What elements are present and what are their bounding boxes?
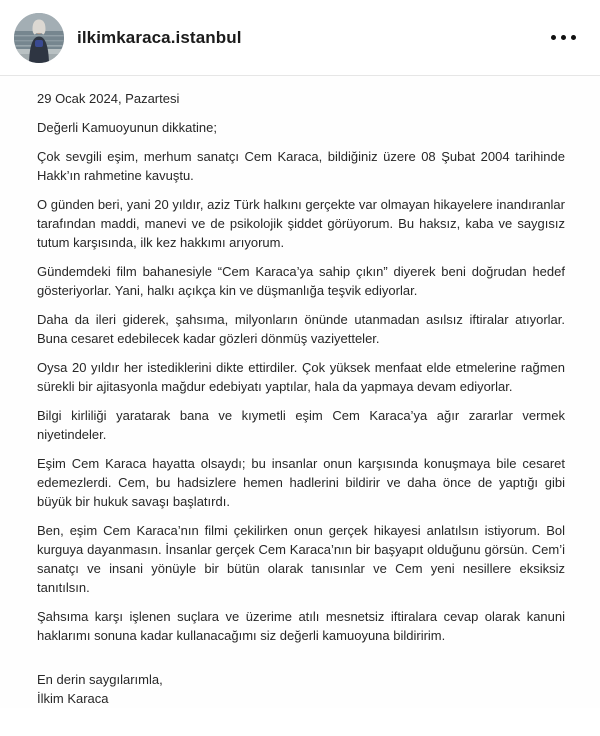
letter-paragraph: Çok sevgili eşim, merhum sanatçı Cem Karaca, bildiğiniz üzere 08 Şubat 2004 tarihinde Hakk’ın rahmetine kavuştu. [37,149,565,183]
letter-paragraph: Şahsıma karşı işlenen suçlara ve üzerime atılı mesnetsiz iftiralara cevap olarak kanuni haklarımı sonuna kadar kullanacağımı siz değerli kamuoyuna bildiririm. [37,609,565,643]
ellipsis-icon [561,35,566,40]
letter-paragraph: Ben, eşim Cem Karaca’nın filmi çekilirken onun gerçek hikayesi anlatılsın istiyorum. Bol kurguya dayanmasın. İnsanlar gerçek Cem Karaca’nın bir başyapıt olduğunu görsün. Cem’i sanatçı ve insani yönüyle bir bütün olarak tanısınlar ve Cem yeni nesillere eksiksiz tanıtılsın. [37,523,565,595]
letter-signature: İlkim Karaca [37,691,109,706]
letter-paragraph: Oysa 20 yıldır her istediklerini dikte ettirdiler. Çok yüksek menfaat elde etmelerine rağmen sürekli bir ajitasyonla mağdur edebiyatı yaptılar, hala da yapmaya devam ediyorlar. [37,360,565,394]
post-image-letter[interactable] [0,76,600,708]
more-options-button[interactable] [549,29,578,46]
letter-closing: En derin saygılarımla, [37,672,163,687]
avatar-photo-sea-person [14,13,64,63]
letter-salutation: Değerli Kamuoyunun dikkatine; [37,120,217,135]
profile-avatar[interactable] [14,13,64,63]
post-header [0,0,600,76]
ellipsis-icon [571,35,576,40]
letter-paragraph: Eşim Cem Karaca hayatta olsaydı; bu insanlar onun karşısında konuşmaya bile cesaret edemezlerdi. Cem, bu hadsizlere hemen hadlerini bildirir ve daha önce de yaptığı gibi büyük bir hukuk savaşı başlatırdı. [37,456,565,509]
letter-paragraph: Bilgi kirliliği yaratarak bana ve kıymetli eşim Cem Karaca’ya ağır zararlar vermek niyetindeler. [37,408,565,442]
letter-paragraph: Daha da ileri giderek, şahsıma, milyonların önünde utanmadan asılsız iftiralar atıyorlar. Buna cesaret edebilecek kadar gözleri dönmüş vaziyetteler. [37,312,565,346]
username-link[interactable]: ilkimkaraca.istanbul [77,27,242,47]
letter-signature-block [37,670,565,708]
letter-date: 29 Ocak 2024, Pazartesi [37,91,180,106]
letter-paragraph: Gündemdeki film bahanesiyle “Cem Karaca’ya sahip çıkın” diyerek beni doğrudan hedef gösteriyorlar. Yani, halkı açıkça kin ve düşmanlığa teşvik ediyorlar. [37,264,565,298]
ellipsis-icon [551,35,556,40]
letter-paragraph: O günden beri, yani 20 yıldır, aziz Türk halkını gerçekte var olmayan hikayelere inandıranlar tarafından maddi, manevi ve de psikolojik şiddet görüyorum. Bu haksız, kaba ve saygısız tutum karşısında, ilk kez hakkımı arıyorum. [37,197,565,250]
